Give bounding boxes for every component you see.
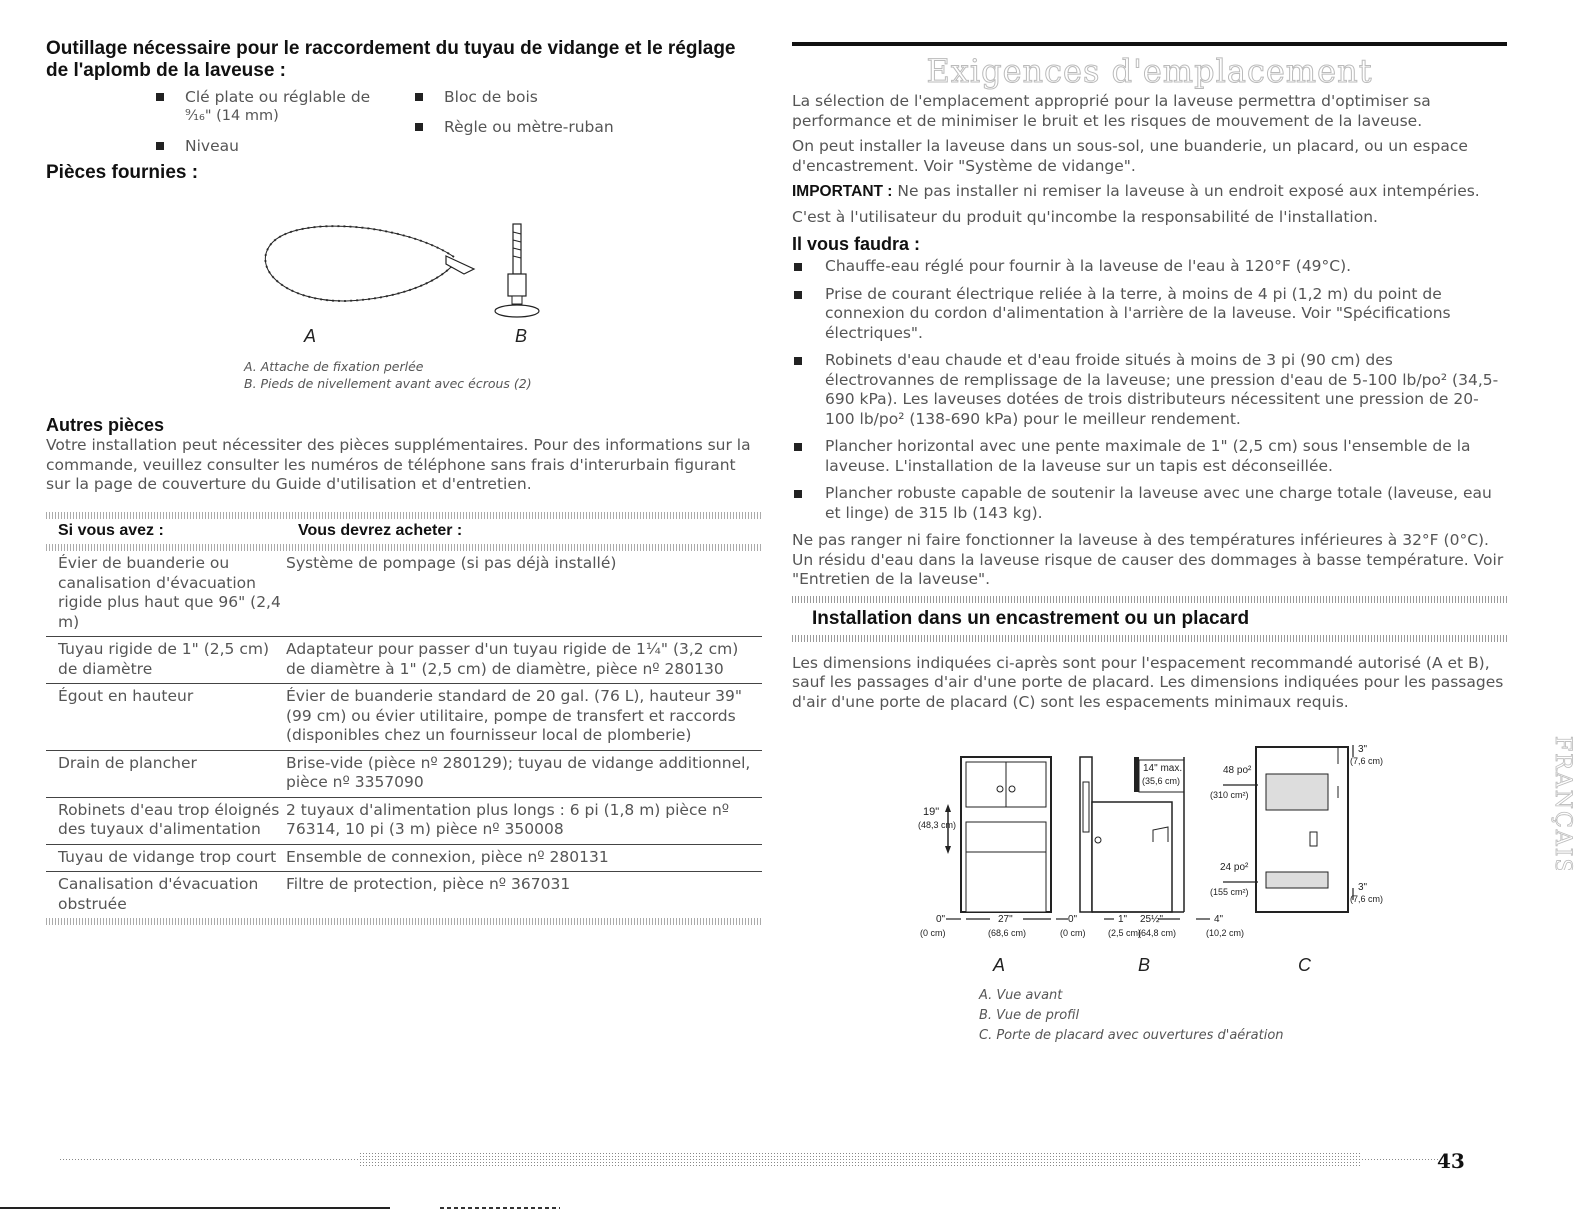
parts-figure [46, 184, 762, 414]
table-cell: Robinets d'eau trop éloignés des tuyaux d'alimentation [58, 800, 280, 838]
dim-3in-bottom: 3" [1358, 882, 1368, 893]
tool-item-wrench: Clé plate ou réglable de [185, 88, 370, 107]
subsection-title: Installation dans un encastrement ou un placard [812, 607, 1250, 629]
section-title: Exigences d'emplacement [926, 52, 1373, 90]
other-parts-heading: Autres pièces [46, 415, 165, 435]
table-cell: Tuyau de vidange trop court [58, 847, 277, 866]
responsibility-text: C'est à l'utilisateur du produit qu'incombe la responsabilité de l'installation. [792, 207, 1378, 226]
part-label-a: A [304, 326, 317, 346]
footer-strip [60, 1150, 1490, 1170]
table-row [46, 797, 762, 844]
table-cell: Brise-vide (pièce nº 280129); tuyau de vidange additionnel, pièce nº 3357090 [286, 753, 751, 791]
other-parts-text: Votre installation peut nécessiter des pièces supplémentaires. Pour des informations sur la commande, veuillez consulter les numéros de téléphone sans frais d'interurbain figurant sur la page de couverture du Guide d'utilisation et d'entretien. [46, 436, 751, 493]
caption-a: A. Attache de fixation perlée [244, 359, 424, 374]
legend-item-c: C. Porte de placard avec ouvertures d'aération [979, 1028, 1284, 1043]
dim-4in: 4" [1214, 914, 1224, 925]
table-cell: Filtre de protection, pièce nº 367031 [286, 875, 571, 893]
table-header [46, 519, 762, 544]
top-rule [792, 42, 1507, 46]
dim-1in-cm: (2,5 cm) [1108, 928, 1142, 938]
dim-0in-a-cm: (0 cm) [920, 928, 946, 938]
dim-3in-top: 3" [1358, 744, 1368, 755]
dim-0in-b: 0" [1068, 914, 1078, 925]
bottom-dotted-rule [440, 1207, 560, 1209]
dim-27in-cm: (68,6 cm) [988, 928, 1027, 938]
intro-paragraph-1: La sélection de l'emplacement approprié pour la laveuse permettra d'optimiser sa performance et de minimiser le bruit et les risques de mouvement de la laveuse. [792, 92, 1431, 130]
requirements-heading: Il vous faudra : [792, 234, 921, 254]
intro-paragraph-2: On peut installer la laveuse dans un sous-sol, une buanderie, un placard, ou un espace d'encastrement. Voir "Système de vidange". [792, 137, 1468, 175]
tools-list [46, 88, 762, 168]
tool-item-level: Niveau [185, 137, 239, 156]
table-cell: Adaptateur pour passer d'un tuyau rigide de 1¼" (3,2 cm) de diamètre à 1" (2,5 cm) de diamètre, pièce nº 280130 [286, 640, 739, 678]
table-cell: 2 tuyaux d'alimentation plus longs : 6 pi (1,8 m) pièce nº 76314, 10 pi (3 m) pièce nº 350008 [286, 800, 730, 838]
dim-48sqin-cm: (310 cm²) [1210, 790, 1249, 800]
table-cell: Canalisation d'évacuation obstruée [58, 875, 259, 913]
important-text: Ne pas installer ni remiser la laveuse à un endroit exposé aux intempéries. [892, 182, 1480, 200]
dim-25in-cm: (64,8 cm) [1138, 928, 1177, 938]
dim-4in-cm: (10,2 cm) [1206, 928, 1245, 938]
dim-27in: 27" [998, 914, 1013, 925]
table-cell: Drain de plancher [58, 753, 197, 772]
language-tab-drawing [1550, 730, 1580, 870]
tool-item-wood-block: Bloc de bois [444, 88, 538, 107]
view-label-c: C [1298, 955, 1311, 975]
list-item: Plancher horizontal avec une pente maximale de 1" (2,5 cm) sous l'ensemble de la laveuse. L'installation de la laveuse sur un tapis est déconseillée. [792, 437, 1507, 476]
dim-24sqin: 24 po² [1220, 862, 1249, 873]
tool-item-ruler: Règle ou mètre-ruban [444, 118, 614, 137]
table-row [46, 683, 762, 750]
table-cell: Tuyau rigide de 1" (2,5 cm) de diamètre [58, 640, 269, 678]
legend-item-b: B. Vue de profil [979, 1008, 1080, 1023]
dim-19in: 19" [923, 806, 940, 818]
table-header-col1: Si vous avez : [58, 522, 164, 539]
table-row [46, 750, 762, 797]
dim-14in-max: 14" max. [1143, 763, 1183, 774]
tool-item-wrench-size: ⁹⁄₁₆" (14 mm) [185, 108, 279, 124]
section-rule-top [792, 596, 1507, 603]
bottom-rule [0, 1207, 390, 1209]
caption-b: B. Pieds de nivellement avant avec écrous (2) [244, 376, 532, 391]
right-column [792, 42, 1507, 718]
table-row [46, 636, 762, 683]
important-label: IMPORTANT : [792, 183, 893, 200]
list-item: Chauffe-eau réglé pour fournir à la laveuse de l'eau à 120°F (49°C). [792, 257, 1507, 277]
view-label-b: B [1138, 955, 1151, 975]
dim-3in-top-cm: (7,6 cm) [1350, 756, 1384, 766]
section-rule-bottom [792, 635, 1507, 642]
temperature-warning: Ne pas ranger ni faire fonctionner la laveuse à des températures inférieures à 32°F (0°C). Un résidu d'eau dans la laveuse risque de causer des dommages à basse température. Voir "Entretien de la laveuse". [792, 531, 1504, 588]
legend-item-a: A. Vue avant [979, 988, 1063, 1003]
dim-0in-a: 0" [936, 914, 946, 925]
clearance-view-labels [993, 955, 1323, 979]
clearance-diagram [918, 742, 1388, 951]
list-item: Prise de courant électrique reliée à la terre, à moins de 4 pi (1,2 m) du point de connexion du cordon d'alimentation à l'arrière de la laveuse. Voir "Spécifications électriques". [792, 285, 1507, 344]
clearance-drawing [918, 742, 1388, 947]
table-body [46, 551, 762, 918]
table-bottom-rule [46, 918, 762, 925]
table-header-rule [46, 544, 762, 551]
view-label-a: A [993, 955, 1006, 975]
left-column [46, 38, 762, 495]
dim-19in-cm: (48,3 cm) [918, 820, 957, 830]
front-view-drawing [945, 757, 1051, 912]
clearance-legend [979, 986, 1284, 1046]
table-cell: Égout en hauteur [58, 687, 194, 705]
table-cell: Évier de buanderie ou canalisation d'évacuation rigide plus haut que 96" (2,4 m) [58, 554, 281, 631]
language-label: FRANÇAIS [1550, 736, 1575, 870]
parts-heading: Pièces fournies : [46, 162, 199, 183]
table-cell: Évier de buanderie standard de 20 gal. (76 L), hauteur 39" (99 cm) ou évier utilitaire, pompe de transfert et raccords (disponibles chez un fournisseur local de plomberie) [286, 687, 743, 744]
part-label-b: B [515, 326, 528, 346]
parts-captions [244, 358, 532, 392]
language-side-tab [1550, 730, 1580, 870]
table-row [46, 551, 762, 636]
clearance-paragraph: Les dimensions indiquées ci-après sont pour l'espacement recommandé autorisé (A et B), sauf les passages d'air d'une porte de placard. Les dimensions indiquées pour les passages d'air d'une porte de placard (C) sont les espacements minimaux requis. [792, 653, 1504, 711]
table-row [46, 844, 762, 872]
important-note [792, 182, 1507, 202]
page-number: 43 [1437, 1149, 1465, 1173]
dim-25in: 25½" [1140, 914, 1164, 925]
dim-48sqin: 48 po² [1223, 765, 1252, 776]
table-top-rule [46, 512, 762, 519]
list-item: Plancher robuste capable de soutenir la laveuse avec une charge totale (laveuse, eau et linge) de 315 lb (143 kg). [792, 484, 1507, 523]
table-cell: Système de pompage (si pas déjà installé) [286, 554, 617, 572]
dim-3in-bottom-cm: (7,6 cm) [1350, 894, 1384, 904]
table-header-col2: Vous devrez acheter : [298, 522, 463, 539]
table-cell: Ensemble de connexion, pièce nº 280131 [286, 847, 609, 866]
dim-24sqin-cm: (155 cm²) [1210, 887, 1249, 897]
requirements-list [792, 257, 1507, 523]
dim-0in-b-cm: (0 cm) [1060, 928, 1086, 938]
tools-heading: Outillage nécessaire pour le raccordement du tuyau de vidange et le réglage de l'aplomb de la laveuse : [46, 38, 736, 81]
closet-door-drawing [1256, 747, 1348, 912]
table-row [46, 871, 762, 918]
list-item: Robinets d'eau chaude et d'eau froide situés à moins de 3 pi (90 cm) des électrovannes de remplissage de la laveuse; une pression d'eau de 5-100 lb/po² (34,5-690 kPa). Les laveuses dotées de trois distributeurs nécessitent une pression de 20-100 lb/po² (138-690 kPa) pour le meilleur rendement. [792, 351, 1507, 429]
dim-1in: 1" [1118, 914, 1128, 925]
parts-table [46, 512, 762, 925]
dim-14in-cm: (35,6 cm) [1142, 776, 1181, 786]
